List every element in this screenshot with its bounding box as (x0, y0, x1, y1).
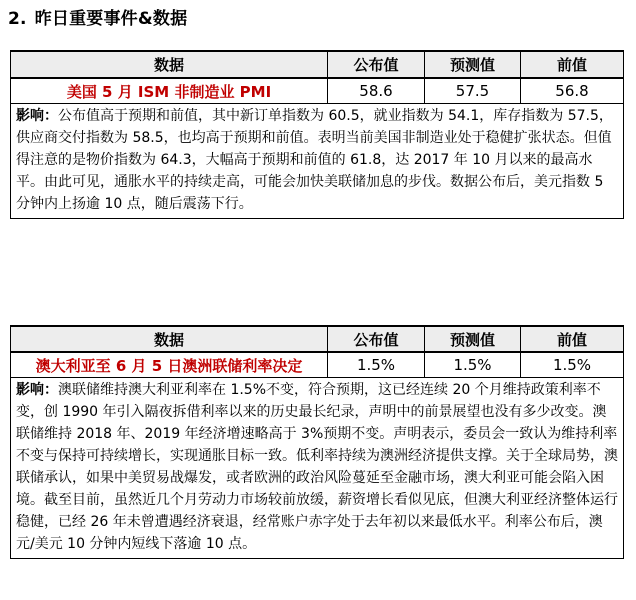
section-heading (8, 8, 187, 30)
header-forecast: 预测值 (425, 326, 521, 352)
header-forecast: 预测值 (425, 51, 521, 78)
impact-text: 澳联储维持澳大利亚利率在 1.5%不变，符合预期，这已经连续 20 个月维持政策利率不变，创 1990 年引入隔夜拆借利率以来的历史最长纪录，声明中的前景展望也没有多少改变。澳联储维持 2018 年、2019 年经济增速略高于 3%预期不变。声明表示，委员会一致认为维持利率不变与保持可持续增长，实现通胀目标一致。低利率持续为澳洲经济提供支撑。关于全球局势，澳联储承认，如果中美贸易战爆发，或者欧洲的政治风险蔓延至金融市场，澳大利亚可能会陷入困境。截至目前，虽然近几个月劳动力市场较前放缓，薪资增长看似见底，但澳大利亚经济整体运行稳健，已经 26 年未曾遭遇经济衰退，经常账户赤字处于去年初以来最低水平。利率公布后，澳元/美元 10 分钟内短线下落逾 10 点。 (16, 382, 618, 552)
header-published: 公布值 (328, 51, 425, 78)
impact-cell (11, 378, 624, 559)
header-data: 数据 (11, 51, 328, 78)
header-published: 公布值 (328, 326, 425, 352)
impact-cell (11, 104, 624, 219)
published-value: 1.5% (328, 352, 425, 378)
previous-value: 56.8 (521, 78, 624, 104)
section-number: 2. (8, 9, 27, 29)
section-title: 昨日重要事件&数据 (34, 9, 188, 29)
impact-label: 影响： (16, 382, 58, 398)
forecast-value: 1.5% (425, 352, 521, 378)
table-header-row (11, 326, 624, 352)
event-table-us-ism (10, 50, 624, 219)
header-data: 数据 (11, 326, 328, 352)
event-name: 美国 5 月 ISM 非制造业 PMI (11, 78, 328, 104)
impact-row (11, 378, 624, 559)
table-header-row (11, 51, 624, 78)
previous-value: 1.5% (521, 352, 624, 378)
event-table-rba-rate (10, 325, 624, 559)
impact-row (11, 104, 624, 219)
impact-text: 公布值高于预期和前值，其中新订单指数为 60.5，就业指数为 54.1，库存指数为 57.5，供应商交付指数为 58.5，也均高于预期和前值。表明当前美国非制造业处于稳健扩张状态。但值得注意的是物价指数为 64.3，大幅高于预期和前值的 61.8，达 2017 年 10 月以来的最高水平。由此可见，通胀水平的持续走高，可能会加快美联储加息的步伐。数据公布后，美元指数 5 分钟内上扬逾 10 点，随后震荡下行。 (16, 108, 613, 212)
event-name: 澳大利亚至 6 月 5 日澳洲联储利率决定 (11, 352, 328, 378)
forecast-value: 57.5 (425, 78, 521, 104)
impact-label: 影响： (16, 108, 58, 124)
header-previous: 前值 (521, 51, 624, 78)
published-value: 58.6 (328, 78, 425, 104)
header-previous: 前值 (521, 326, 624, 352)
table-row (11, 352, 624, 378)
table-row (11, 78, 624, 104)
